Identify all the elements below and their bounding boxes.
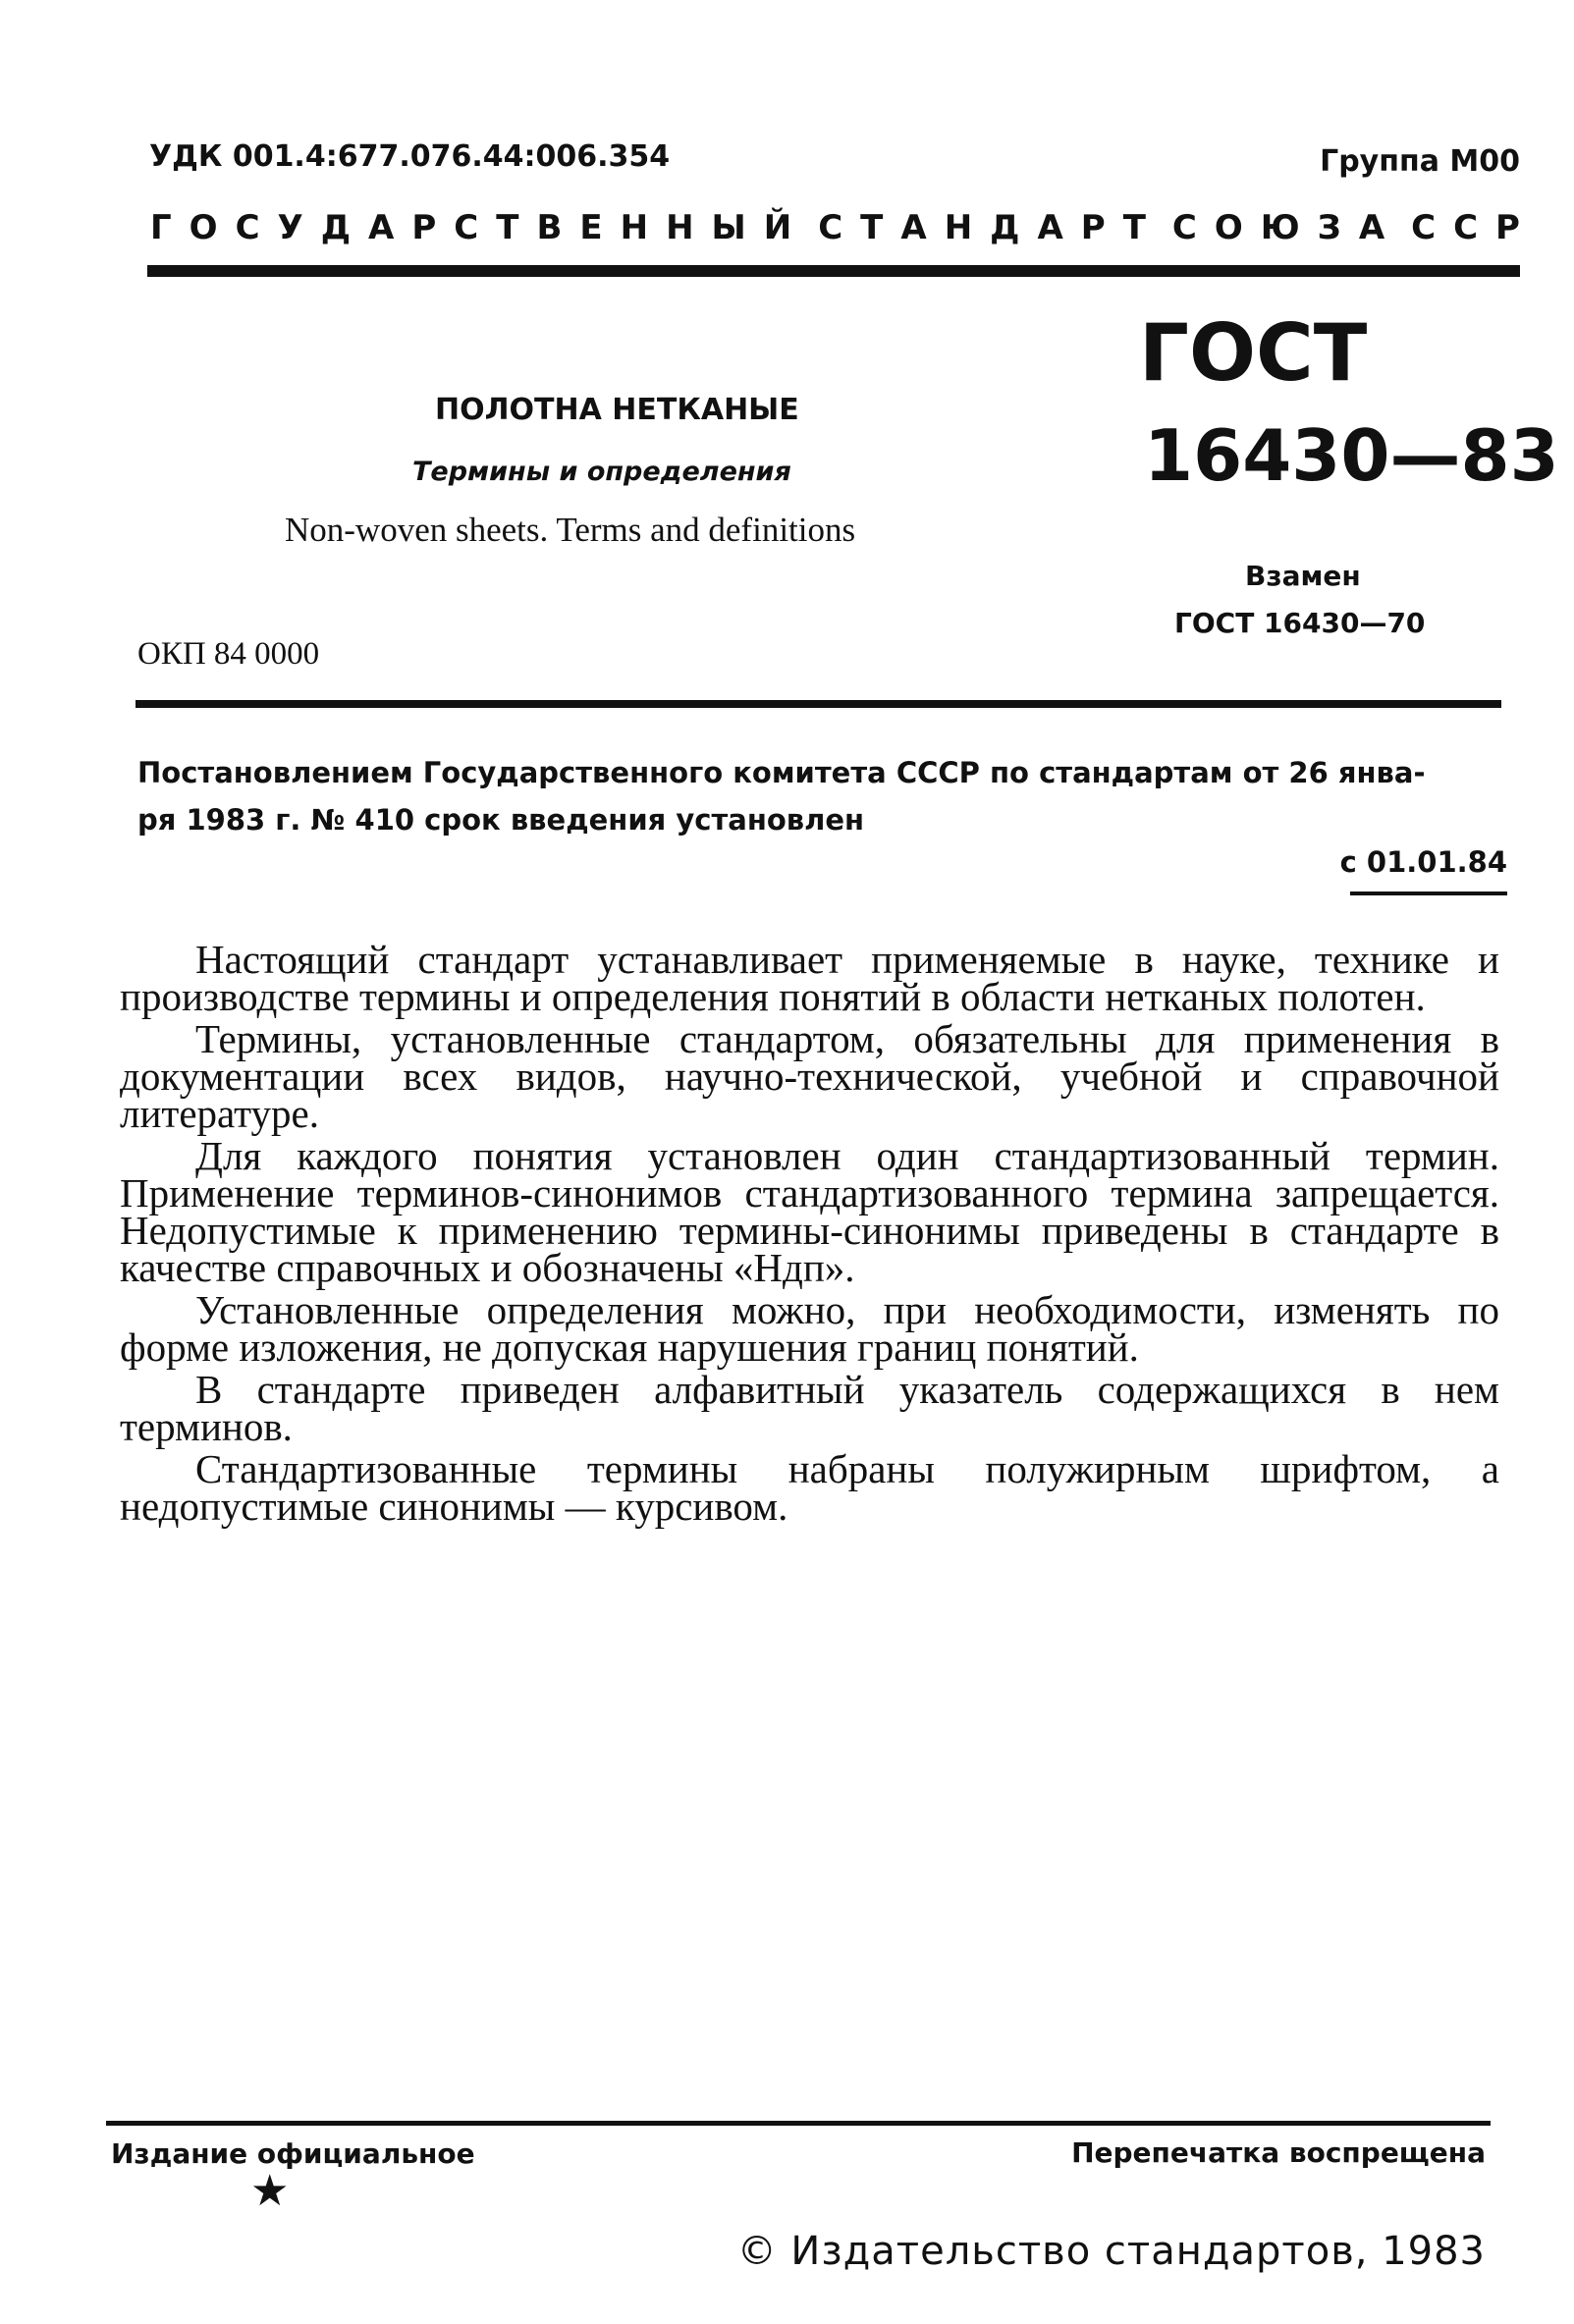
heading-word: С О Ю З А (1171, 208, 1385, 247)
udk-code: УДК 001.4:677.076.44:006.354 (149, 139, 671, 174)
body-paragraph: В стандарте приведен алфавитный указатель содержащихся в нем терминов. (120, 1367, 1499, 1449)
replaces-value: ГОСТ 16430—70 (1174, 607, 1426, 639)
replaces-label: Взамен (1245, 560, 1361, 592)
gost-number: 16430—83 (1144, 414, 1559, 497)
header-rule (147, 265, 1520, 277)
okp-code: ОКП 84 0000 (137, 636, 320, 672)
body-text (120, 937, 1499, 1530)
reprint-prohibited-label: Перепечатка воспрещена (1071, 2136, 1486, 2169)
heading-word: Г О С У Д А Р С Т В Е Н Н Ы Й (150, 208, 792, 247)
title-block-rule (136, 700, 1501, 708)
body-paragraph: Настоящий стандарт устанавливает применяемые в науке, технике и производстве термины и определения понятий в области нетканых полотен. (120, 937, 1499, 1019)
official-edition-label: Издание официальное (111, 2137, 475, 2170)
decree-line-1: Постановлением Государственного комитета СССР по стандартам от 26 янва- (137, 756, 1426, 789)
body-paragraph: Стандартизованные термины набраны полужирным шрифтом, а недопустимые синонимы — курсивом. (120, 1446, 1499, 1529)
group-code: Группа М00 (1320, 144, 1520, 179)
heading-word: С С Р (1411, 208, 1520, 247)
state-standard-heading (150, 208, 1520, 247)
document-title: ПОЛОТНА НЕТКАНЫЕ (435, 393, 799, 427)
body-paragraph: Для каждого понятия установлен один стандартизованный термин. Применение терминов-синонимов стандартизованного термина запрещается. Недопустимые к применению термины-синонимы приведены в стандарте в качестве справочных и обозначены «Ндп». (120, 1133, 1499, 1290)
copyright-notice: © Издательство стандартов, 1983 (736, 2229, 1486, 2274)
star-icon: ★ (250, 2166, 290, 2216)
gost-label: ГОСТ (1139, 307, 1368, 399)
decree-line-2: ря 1983 г. № 410 срок введения установлен (137, 803, 865, 837)
body-paragraph: Термины, установленные стандартом, обязательны для применения в документации всех видов, научно-технической, учебной и справочной литературе. (120, 1016, 1499, 1136)
heading-word: С Т А Н Д А Р Т (818, 208, 1146, 247)
document-subtitle: Термины и определения (412, 457, 791, 487)
document-title-english: Non-woven sheets. Terms and definitions (285, 511, 856, 549)
date-underline (1350, 892, 1507, 895)
introduction-date: с 01.01.84 (1339, 845, 1507, 879)
footer-rule (106, 2121, 1491, 2126)
body-paragraph: Установленные определения можно, при необходимости, изменять по форме изложения, не допуская нарушения границ понятий. (120, 1287, 1499, 1370)
